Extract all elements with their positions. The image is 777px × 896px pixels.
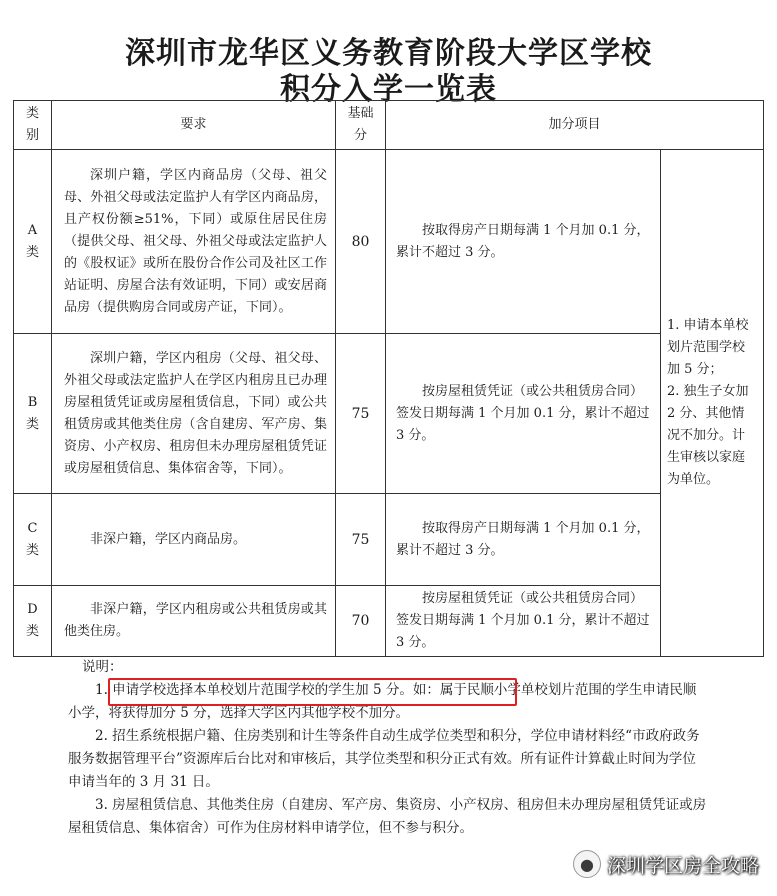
extra-bonus-cell (661, 150, 764, 657)
bonus-cell: 按取得房产日期每满 1 个月加 0.1 分，累计不超过 3 分。 (386, 494, 661, 586)
requirement-cell: 深圳户籍，学区内商品房（父母、祖父母、外祖父母或法定监护人有学区内商品房，且产权份额≥51%，下同）或原住居民住房（提供父母、祖父母、外祖父母或法定监护人的《股权证》或所在股份合作公司及社区工作站证明、房屋合法有效证明，下同）或安居商品房（提供购房合同或房产证，下同）。 (52, 150, 336, 334)
bonus-cell: 按取得房产日期每满 1 个月加 0.1 分，累计不超过 3 分。 (386, 150, 661, 334)
bonus-cell: 按房屋租赁凭证（或公共租赁房合同）签发日期每满 1 个月加 0.1 分，累计不超过 3 分。 (386, 334, 661, 494)
category-cell: B类 (14, 334, 52, 494)
title-line-2: 积分入学一览表 (280, 72, 497, 107)
table-row (14, 586, 764, 657)
requirement-cell: 非深户籍，学区内租房或公共租赁房或其他类住房。 (52, 586, 336, 657)
note-1-highlight: 1. 申请学校选择本单校划片范围学校的学生加 5 分。 (95, 682, 413, 698)
watermark (573, 850, 759, 878)
table-header-row (14, 101, 764, 150)
header-base-score: 基础分 (336, 101, 386, 150)
base-score-cell: 75 (336, 494, 386, 586)
table-row (14, 150, 764, 334)
bonus-cell: 按房屋租赁凭证（或公共租赁房合同）签发日期每满 1 个月加 0.1 分，累计不超过 3 分。 (386, 586, 661, 657)
table-row (14, 494, 764, 586)
extra-bonus-item: 2. 独生子女加 2 分、其他情况不加分。计生审核以家庭为单位。 (667, 384, 749, 487)
watermark-text: 深圳学区房全攻略 (606, 854, 759, 877)
requirement-cell: 深圳户籍，学区内租房（父母、祖父母、外祖父母或法定监护人在学区内租房且已办理房屋租赁凭证或房屋租赁信息，下同）或公共租赁房或其他类住房（含自建房、军产房、集资房、小产权房、租房但未办理房屋租赁凭证或房屋租赁信息、集体宿舍等，下同）。 (52, 334, 336, 494)
base-score-cell: 80 (336, 150, 386, 334)
header-requirement: 要求 (52, 101, 336, 150)
notes-heading: 说明： (82, 659, 123, 675)
base-score-cell: 75 (336, 334, 386, 494)
category-cell: D类 (14, 586, 52, 657)
note-1-rest: 如：属于民顺小学单校划片范围的学生申请民顺小学，将获得加分 5 分，选择大学区内其他学校不加分。 (68, 682, 697, 721)
extra-bonus-item: 1. 申请本单校划片范围学校加 5 分； (667, 318, 749, 377)
highlight-box (108, 678, 517, 706)
title-line-1: 深圳市龙华区义务教育阶段大学区学校 (125, 36, 652, 71)
category-cell: A类 (14, 150, 52, 334)
base-score-cell: 70 (336, 586, 386, 657)
category-cell: C类 (14, 494, 52, 586)
note-2: 2. 招生系统根据户籍、住房类别和计生等条件自动生成学位类型和积分，学位申请材料经“市政府政务服务数据管理平台”资源库后台比对和审核后，其学位类型和积分正式有效。所有证件计算截止时间为学位申请当年的 3 月 31 日。 (68, 728, 700, 790)
header-bonus: 加分项目 (386, 101, 764, 150)
note-3: 3. 房屋租赁信息、其他类住房（自建房、军产房、集资房、小产权房、租房但未办理房屋租赁凭证或房屋租赁信息、集体宿舍）可作为住房材料申请学位，但不参与积分。 (68, 797, 707, 836)
requirement-cell: 非深户籍，学区内商品房。 (52, 494, 336, 586)
wechat-icon: ● (573, 850, 601, 878)
table-row (14, 334, 764, 494)
header-category: 类别 (14, 101, 52, 150)
score-table (13, 100, 764, 657)
